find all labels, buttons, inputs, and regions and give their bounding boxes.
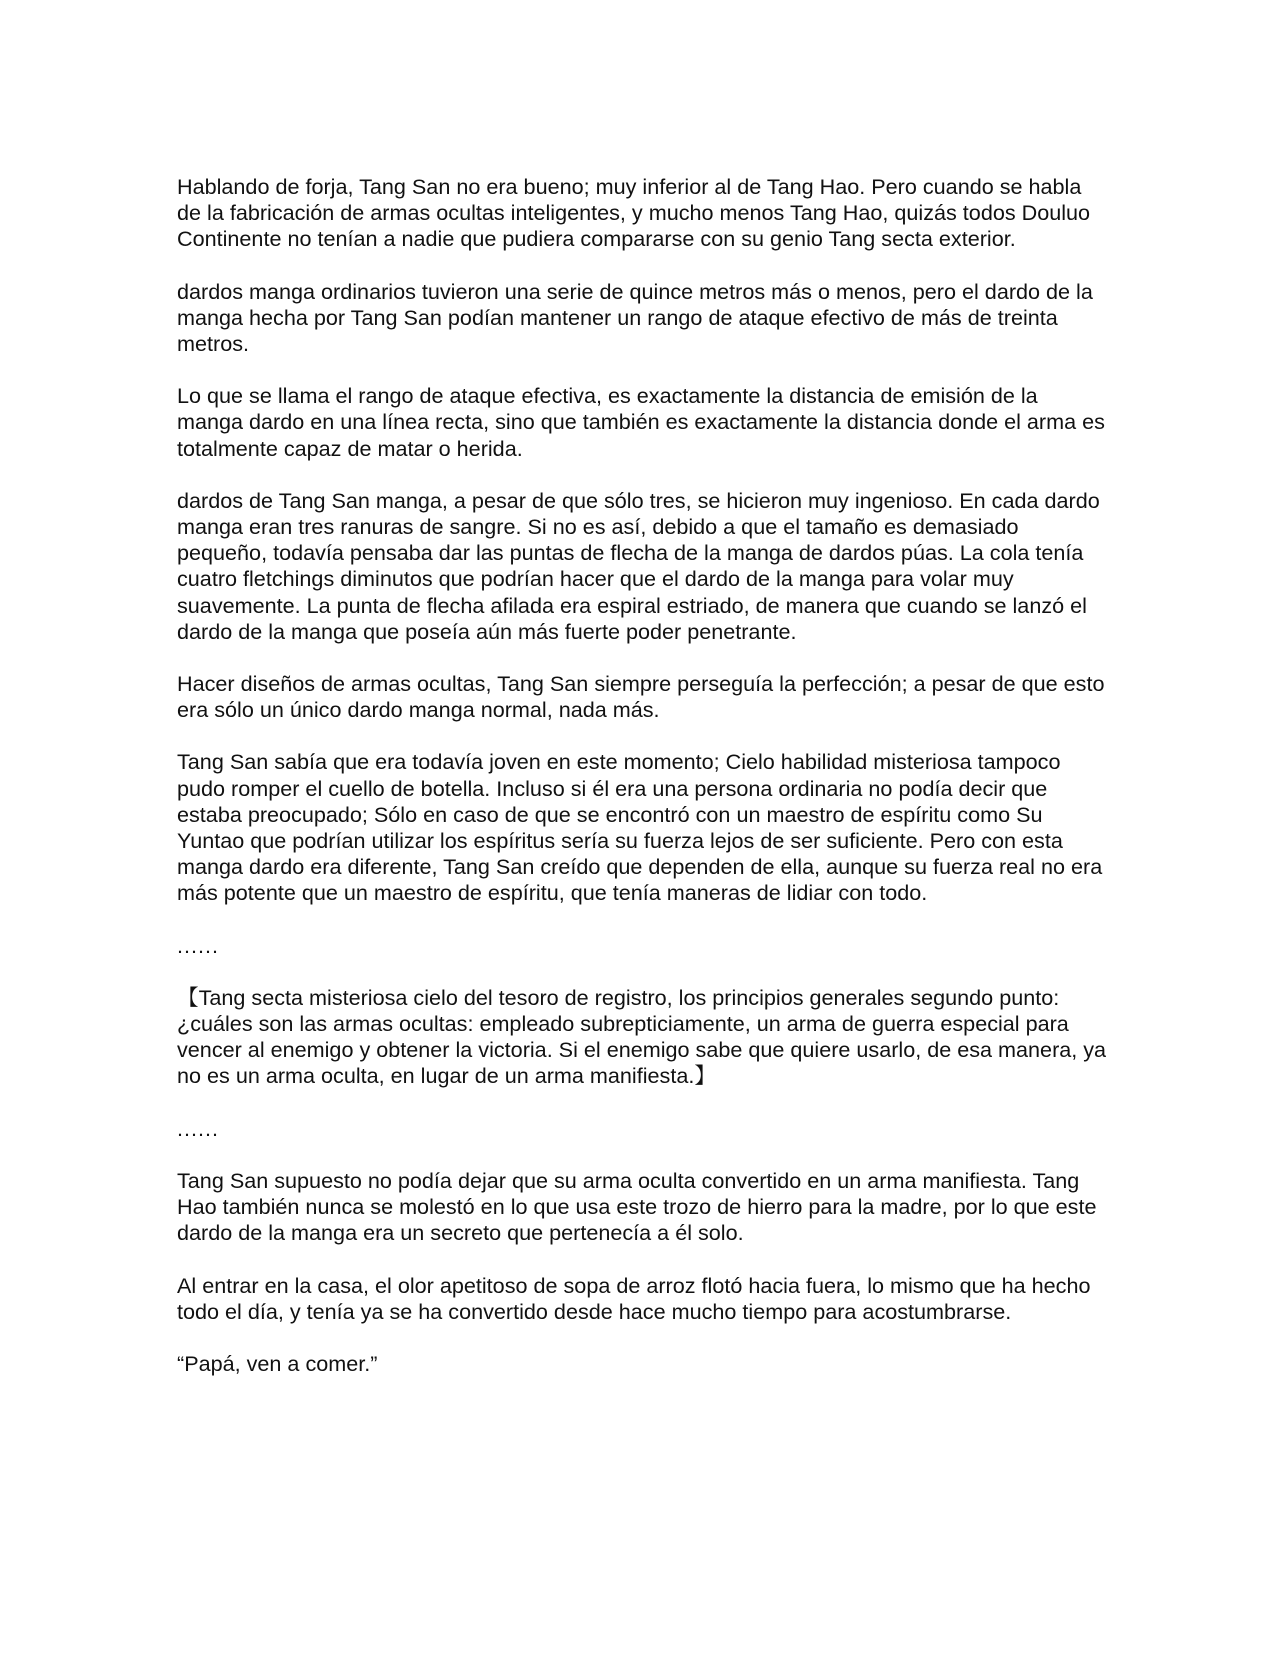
paragraph-entering-house: Al entrar en la casa, el olor apetitoso de sopa de arroz flotó hacia fuera, lo mismo que ha hecho todo el día, y tenía ya se ha convertido desde hace mucho tiempo para acostumbrarse. <box>177 1272 1091 1324</box>
paragraph-dart-design: dardos de Tang San manga, a pesar de que sólo tres, se hicieron muy ingenioso. En cada dardo manga eran tres ranuras de sangre. Si no es así, debido a que el tamaño es demasiado pequeño, todavía pensaba dar las puntas de flecha de la manga de dardos púas. La cola tenía cuatro fletchings diminutos que podrían hacer que el dardo de la manga para volar muy suavemente. La punta de flecha afilada era espiral estriado, de manera que cuando se lanzó el dardo de la manga que poseía aún más fuerte poder penetrante. <box>177 487 1100 644</box>
document-body <box>177 174 1107 1403</box>
paragraph-effective-range: Lo que se llama el rango de ataque efectiva, es exactamente la distancia de emisión de la manga dardo en una línea recta, sino que también es exactamente la distancia donde el arma es totalmente capaz de matar o herida. <box>177 383 1105 461</box>
paragraph-tang-san-strength: Tang San sabía que era todavía joven en este momento; Cielo habilidad misteriosa tampoco pudo romper el cuello de botella. Incluso si él era una persona ordinaria no podía decir que estaba preocupado; Sólo en caso de que se encontró con un maestro de espíritu como Su Yuntao que podrían utilizar los espíritus sería su fuerza lejos de ser suficiente. Pero con esta manga dardo era diferente, Tang San creído que dependen de ella, aunque su fuerza real no era más potente que un maestro de espíritu, que tenía maneras de lidiar con todo. <box>177 749 1103 906</box>
paragraph-sleeve-dart-range: dardos manga ordinarios tuvieron una serie de quince metros más o menos, pero el dardo de la manga hecha por Tang San podían mantener un rango de ataque efectivo de más de treinta metros. <box>177 278 1093 357</box>
paragraph-dialogue: “Papá, ven a comer.” <box>177 1350 378 1376</box>
separator-dots: ...... <box>177 1115 219 1141</box>
quote-hidden-weapons-principle: 【Tang secta misteriosa cielo del tesoro de registro, los principios generales segundo punto: ¿cuáles son las armas ocultas: empleado subrepticiamente, un arma de guerra especial para vencer al enemigo y obtener la victoria. Si el enemigo sabe que quiere usarlo, de esa manera, ya no es un arma oculta, en lugar de un arma manifiesta.】 <box>177 984 1107 1089</box>
separator-dots: ...... <box>177 932 219 958</box>
paragraph-forging: Hablando de forja, Tang San no era bueno; muy inferior al de Tang Hao. Pero cuando se habla de la fabricación de armas ocultas inteligentes, y mucho menos Tang Hao, quizás todos Douluo Continente no tenían a nadie que pudiera compararse con su genio Tang secta exterior. <box>177 174 1091 252</box>
paragraph-secret-weapon: Tang San supuesto no podía dejar que su arma oculta convertido en un arma manifiesta. Tang Hao también nunca se molestó en lo que usa este trozo de hierro para la madre, por lo que este dardo de la manga era un secreto que pertenecía a él solo. <box>177 1167 1097 1246</box>
paragraph-perfection: Hacer diseños de armas ocultas, Tang San siempre perseguía la perfección; a pesar de que esto era sólo un único dardo manga normal, nada más. <box>177 671 1105 723</box>
